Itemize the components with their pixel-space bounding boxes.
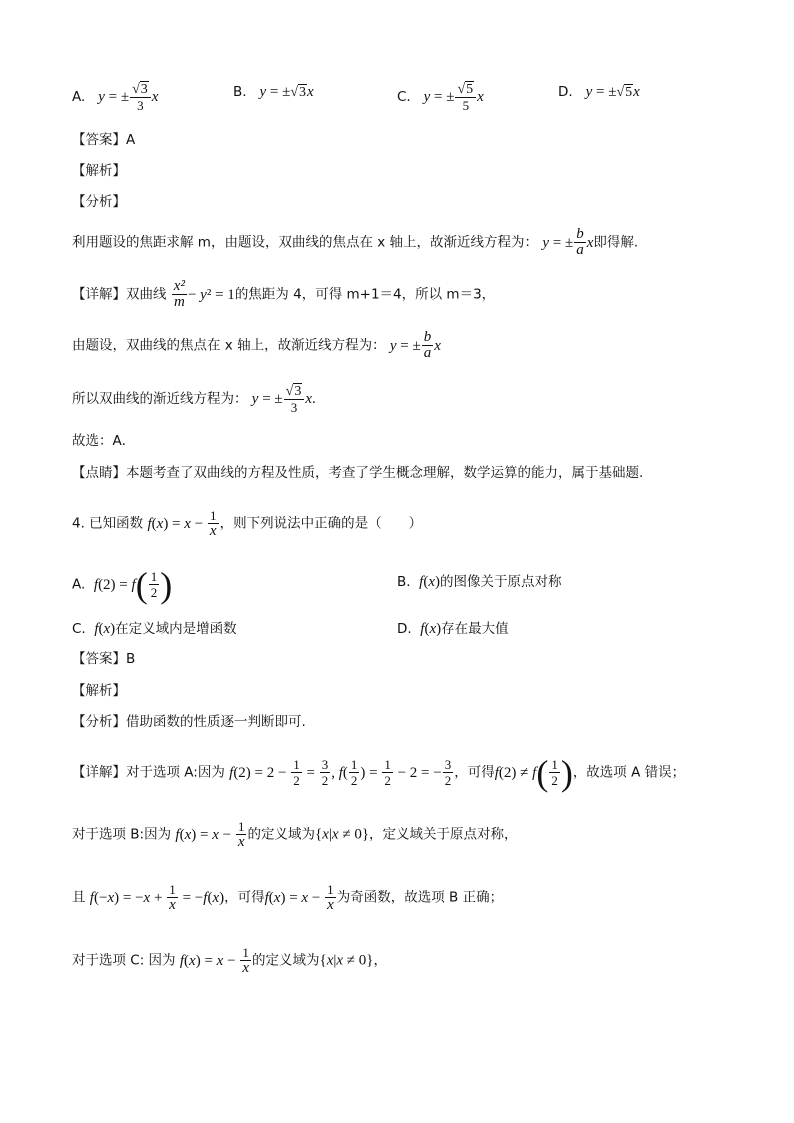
- q3-option-a: [72, 82, 158, 112]
- option-label: B.: [397, 574, 411, 590]
- xj-c-function: f(x) = x − $\frac{1}{x}$: [179, 945, 249, 976]
- xj-b-domain: {x|x ≠ 0}: [315, 826, 370, 843]
- q3-xiangjie-line: [72, 280, 495, 309]
- asymptote-formula-2: y = ± $\frac{b}{a}$ x: [389, 329, 441, 361]
- xj-a-formula: f(2) = 2 − $\frac{1}{2}$ = $\frac{3}{2}$ , f( $\frac{1}{2}$ ) = $\frac{1}{2}$ − 2 = − $\frac{3}{2}$: [229, 757, 452, 788]
- xj-b-prefix: 对于选项 B:因为: [72, 826, 172, 843]
- q3-option-d: [558, 82, 640, 103]
- xj-c-domain: {x|x ≠ 0}: [319, 952, 374, 969]
- xj-a-suffix: ，故选项 A 错误；: [572, 764, 686, 781]
- xiangjie-text-2: 的焦距为 4，可得 m+1＝4，所以 m＝3，: [234, 286, 496, 303]
- dianjing-tag: 【点睛】: [72, 465, 126, 481]
- xj-b2-function: f(x) = x − $\frac{1}{x}$: [264, 882, 334, 913]
- q3-answer: [72, 130, 135, 150]
- q4-stem-prefix: 4. 已知函数: [72, 515, 144, 532]
- q3-option-b-formula: y = ±√3x: [259, 84, 314, 100]
- asymptote-formula: y = ± $\frac{b}{a}$ x: [542, 226, 594, 258]
- q4-option-a: [72, 564, 173, 605]
- xj-c-suffix: ，: [373, 952, 387, 969]
- q4-stem-suffix: ，则下列说法中正确的是（ ）: [219, 515, 423, 532]
- q3-fenxi-heading: 【分析】: [72, 194, 126, 210]
- xj-b-suffix: ，定义域关于原点对称，: [369, 826, 518, 843]
- option-label: C.: [72, 621, 86, 637]
- hyperbola-equation: $\frac{\text{x²}}{m}$ − y² = 1: [173, 278, 235, 310]
- option-label: D.: [397, 621, 412, 637]
- q4-answer: [72, 649, 135, 669]
- line2-body: 由题设，双曲线的焦点在 x 轴上，故渐近线方程为：: [72, 337, 386, 354]
- q3-option-b: [233, 82, 314, 103]
- xj-b2-formula: f(−x) = −x + $\frac{1}{x}$ = −f(x): [89, 882, 225, 913]
- xj-b2-mid: ，可得: [224, 889, 265, 906]
- xj-a-prefix: 对于选项 A:因为: [126, 764, 225, 781]
- fenxi-tail: 即得解.: [593, 234, 639, 251]
- q4-option-d: D. f(x)存在最大值: [397, 621, 509, 637]
- q3-fenxi-text: [72, 228, 638, 257]
- fenxi-body: 借助函数的性质逐一判断即可.: [126, 714, 306, 730]
- fenxi-body: 利用题设的焦距求解 m，由题设，双曲线的焦点在 x 轴上，故渐近线方程为：: [72, 234, 539, 251]
- xj-c-mid: 的定义域为: [251, 952, 320, 969]
- q3-option-c: [397, 82, 484, 112]
- xj-c-prefix: 对于选项 C: 因为: [72, 952, 176, 969]
- q3-line3: [72, 384, 316, 414]
- q4-fenxi: [72, 712, 306, 732]
- answer-value: A: [126, 132, 136, 148]
- q4-stem: [72, 509, 422, 538]
- option-label: C.: [397, 89, 411, 105]
- dianjing-body: 本题考查了双曲线的方程及性质，考查了学生概念理解，数学运算的能力，属于基础题.: [126, 465, 644, 481]
- answer-value: B: [126, 651, 136, 667]
- q3-option-c-formula: y = ± $\frac{√5}{5}$ x: [423, 82, 484, 113]
- xj-b2-suffix: 为奇函数，故选项 B 正确；: [336, 889, 504, 906]
- fenxi-tag: 【分析】: [72, 714, 126, 730]
- q3-option-d-formula: y = ±√5x: [585, 84, 640, 100]
- q3-select: 故选：A．: [72, 433, 136, 449]
- q4-function: f(x) = x − $\frac{1}{x}$: [147, 508, 217, 539]
- xj-b2-prefix: 且: [72, 889, 86, 906]
- q4-option-b: B. f(x)的图像关于原点对称: [397, 574, 562, 590]
- q4-option-c-text: 在定义域内是增函数: [115, 621, 237, 637]
- xiangjie-tag: 【详解】: [72, 286, 126, 303]
- q3-analysis-heading: 【解析】: [72, 163, 126, 179]
- xj-b-function: f(x) = x − $\frac{1}{x}$: [175, 819, 245, 850]
- xiangjie-tag: 【详解】: [72, 764, 126, 781]
- q4-xiangjie-c: [72, 946, 387, 975]
- q4-analysis-heading: 【解析】: [72, 683, 126, 699]
- xj-a-mid: ，可得: [454, 764, 495, 781]
- q4-option-d-text: 存在最大值: [441, 621, 509, 637]
- answer-tag: 【答案】: [72, 132, 126, 148]
- q4-xiangjie-b: [72, 820, 518, 849]
- option-label: D.: [558, 84, 573, 100]
- line3-body: 所以双曲线的渐近线方程为：: [72, 391, 248, 407]
- asymptote-result: y = ± $\frac{√3}{3}$ x.: [251, 384, 316, 415]
- q3-option-a-formula: y = ± $\frac{√3}{3}$ x: [98, 82, 159, 113]
- answer-tag: 【答案】: [72, 651, 126, 667]
- q4-option-c: C. f(x)在定义域内是增函数: [72, 621, 237, 637]
- option-label: A.: [72, 89, 86, 105]
- q4-xiangjie-b2: [72, 883, 503, 912]
- xiangjie-text: 双曲线: [126, 286, 167, 303]
- option-label: A.: [72, 576, 86, 593]
- option-label: B.: [233, 84, 247, 100]
- q4-option-a-formula: f(2) = f( $\frac{1}{2}$ ): [93, 564, 173, 605]
- xj-b-mid: 的定义域为: [247, 826, 316, 843]
- q3-line2: [72, 331, 441, 360]
- q4-option-b-text: 的图像关于原点对称: [440, 574, 562, 590]
- q4-xiangjie-a: [72, 752, 686, 793]
- xj-a-inequality: f(2) ≠ f( $\frac{1}{2}$ ): [494, 752, 573, 793]
- q3-dianjing: [72, 463, 643, 483]
